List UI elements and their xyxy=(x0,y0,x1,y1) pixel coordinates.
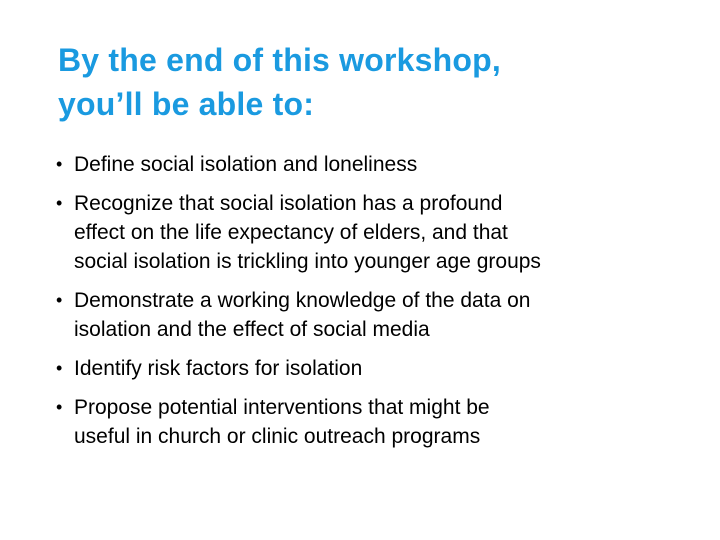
objective-text xyxy=(74,189,676,276)
objective-line: isolation and the effect of social media xyxy=(74,318,430,341)
bullet-icon: • xyxy=(56,358,63,378)
objectives-list xyxy=(56,150,676,461)
objective-line: Identify risk factors for isolation xyxy=(74,357,363,380)
bullet-icon: • xyxy=(56,290,63,310)
objective-line: Propose potential interventions that might be xyxy=(74,396,490,419)
objective-text xyxy=(74,286,676,344)
objective-item-identify xyxy=(56,354,676,383)
objective-line: Define social isolation and loneliness xyxy=(74,153,418,176)
objective-item-recognize xyxy=(56,189,676,276)
objective-item-define xyxy=(56,150,676,179)
objective-item-demonstrate xyxy=(56,286,676,344)
objective-line: effect on the life expectancy of elders, and that xyxy=(74,221,508,244)
objective-text xyxy=(74,150,676,179)
objective-line: social isolation is trickling into younger age groups xyxy=(74,250,541,273)
objective-line: Recognize that social isolation has a profound xyxy=(74,192,503,215)
slide-title-line-2: you’ll be able to: xyxy=(58,86,315,122)
objective-line: useful in church or clinic outreach programs xyxy=(74,425,481,448)
slide-title xyxy=(58,38,678,126)
objective-item-propose xyxy=(56,393,676,451)
slide-title-line-1: By the end of this workshop, xyxy=(58,42,501,78)
objective-text xyxy=(74,393,676,451)
objective-line: Demonstrate a working knowledge of the data on xyxy=(74,289,531,312)
objective-text xyxy=(74,354,676,383)
bullet-icon: • xyxy=(56,193,63,213)
bullet-icon: • xyxy=(56,154,63,174)
bullet-icon: • xyxy=(56,397,63,417)
